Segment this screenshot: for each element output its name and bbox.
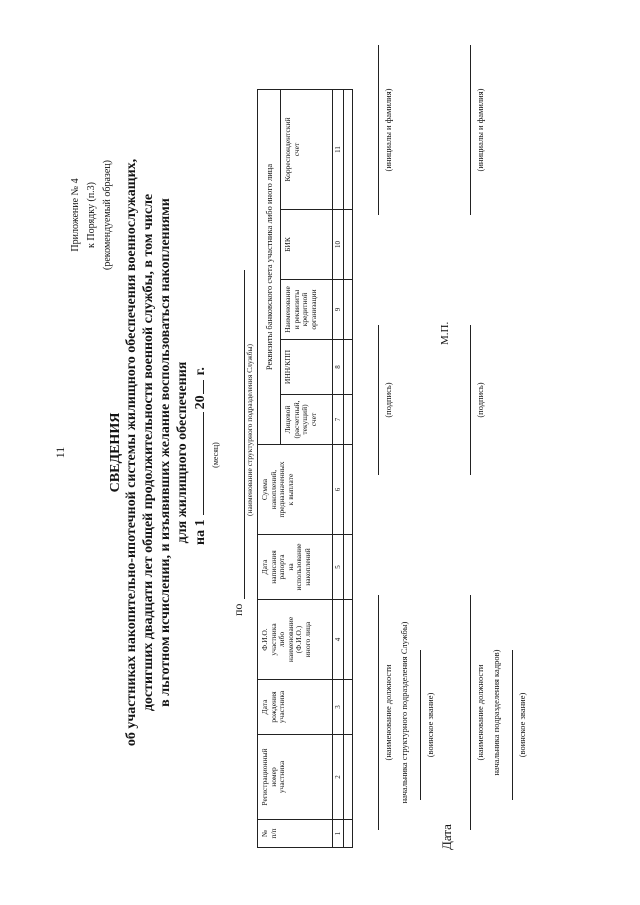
- column-number: 5: [333, 535, 344, 600]
- page-number: 11: [53, 446, 67, 459]
- column-number: 3: [333, 680, 344, 735]
- report-date-prefix: на 1: [193, 519, 208, 545]
- title-line-3: в льготном исчислении, и изъявивших желание воспользоваться накоплениями: [158, 198, 173, 707]
- date-label: Дата: [439, 824, 454, 850]
- column-number: 4: [333, 600, 344, 680]
- name-line: [378, 45, 379, 215]
- column-header-bank-name: Наименование и реквизиты кредитной организации: [281, 280, 333, 340]
- report-date-suffix: г.: [193, 367, 208, 376]
- table-header-row: [258, 90, 281, 848]
- signature-line: [378, 325, 379, 475]
- annex-number: Приложение № 4: [70, 178, 81, 252]
- column-header-payout-amount: Сумма накоплений, предназначенных к выплате: [258, 445, 333, 535]
- signature-line: [470, 325, 471, 475]
- column-number: 8: [333, 340, 344, 395]
- column-number: 9: [333, 280, 344, 340]
- table-cell: [344, 600, 353, 680]
- table-row: [344, 90, 353, 848]
- table-cell: [344, 535, 353, 600]
- table-cell: [344, 680, 353, 735]
- column-header-number: № п/п: [258, 820, 333, 848]
- title-line-1: об участниках накопительно-ипотечной системы жилищного обеспечения военнослужащих,: [124, 158, 139, 747]
- name-line: [470, 45, 471, 215]
- report-date-year-prefix: 20: [193, 395, 208, 410]
- signature-caption: (подпись): [383, 382, 393, 418]
- table-cell: [344, 820, 353, 848]
- column-number: 2: [333, 735, 344, 820]
- position-line: [470, 595, 471, 830]
- name-caption: (инициалы и фамилия): [383, 88, 393, 172]
- position-caption: (наименование должности начальника структурного подразделения Службы): [383, 621, 409, 804]
- signature-caption: (подпись): [475, 382, 485, 418]
- annex-reference: к Порядку (п.3): [86, 182, 97, 248]
- column-number: 6: [333, 445, 344, 535]
- table-cell: [344, 280, 353, 340]
- participants-table: [257, 89, 353, 848]
- rank-line: [420, 650, 421, 800]
- column-header-full-name: Ф.И.О. участника либо наименование (Ф.И.О.) иного лица: [258, 600, 333, 680]
- column-header-bik: БИК: [281, 210, 333, 280]
- table-cell: [344, 340, 353, 395]
- table-cell: [344, 90, 353, 210]
- column-number: 11: [333, 90, 344, 210]
- column-header-report-date: Дата написания рапорта на использование накоплений: [258, 535, 333, 600]
- department-caption: (наименование структурного подразделения Службы): [245, 344, 254, 516]
- column-number-row: [333, 90, 344, 848]
- title-line-4: для жилищного обеспечения: [175, 361, 190, 544]
- column-number: 10: [333, 210, 344, 280]
- table-cell: [344, 445, 353, 535]
- column-group-header-bank-details: Реквизиты банковского счета участника либо иного лица: [258, 90, 281, 445]
- column-header-registration-number: Регистрационный номер участника: [258, 735, 333, 820]
- position-line: [378, 595, 379, 830]
- column-number: 7: [333, 395, 344, 445]
- table-cell: [344, 735, 353, 820]
- report-date-line: [192, 367, 209, 545]
- year-blank-field: [192, 380, 204, 394]
- department-prefix: по: [231, 603, 245, 616]
- annex-note: (рекомендуемый образец): [102, 160, 113, 270]
- signature-block-unit-head: [370, 0, 450, 905]
- stamp-label: М.П.: [439, 321, 451, 345]
- signature-block-personnel-head: [462, 0, 542, 905]
- title-line-2: достигших двадцати лет общей продолжительности военной службы, в том числе: [141, 193, 156, 712]
- table-cell: [344, 210, 353, 280]
- position-caption: (наименование должности начальника подразделения кадров): [475, 649, 501, 776]
- document-heading: СВЕДЕНИЯ: [108, 412, 123, 493]
- column-header-account: Лицевой (расчетный, текущий) счет: [281, 395, 333, 445]
- month-blank-field: [192, 412, 204, 515]
- rank-caption: (воинское звание): [517, 692, 527, 758]
- table-cell: [344, 395, 353, 445]
- name-caption: (инициалы и фамилия): [475, 88, 485, 172]
- column-number: 1: [333, 820, 344, 848]
- column-header-correspondent-account: Корреспондентский счет: [281, 90, 333, 210]
- rank-line: [512, 650, 513, 800]
- column-header-inn-kpp: ИНН/КПП: [281, 340, 333, 395]
- rank-caption: (воинское звание): [425, 692, 435, 758]
- column-header-birth-date: Дата рождения участника: [258, 680, 333, 735]
- month-caption: (месяц): [211, 442, 220, 468]
